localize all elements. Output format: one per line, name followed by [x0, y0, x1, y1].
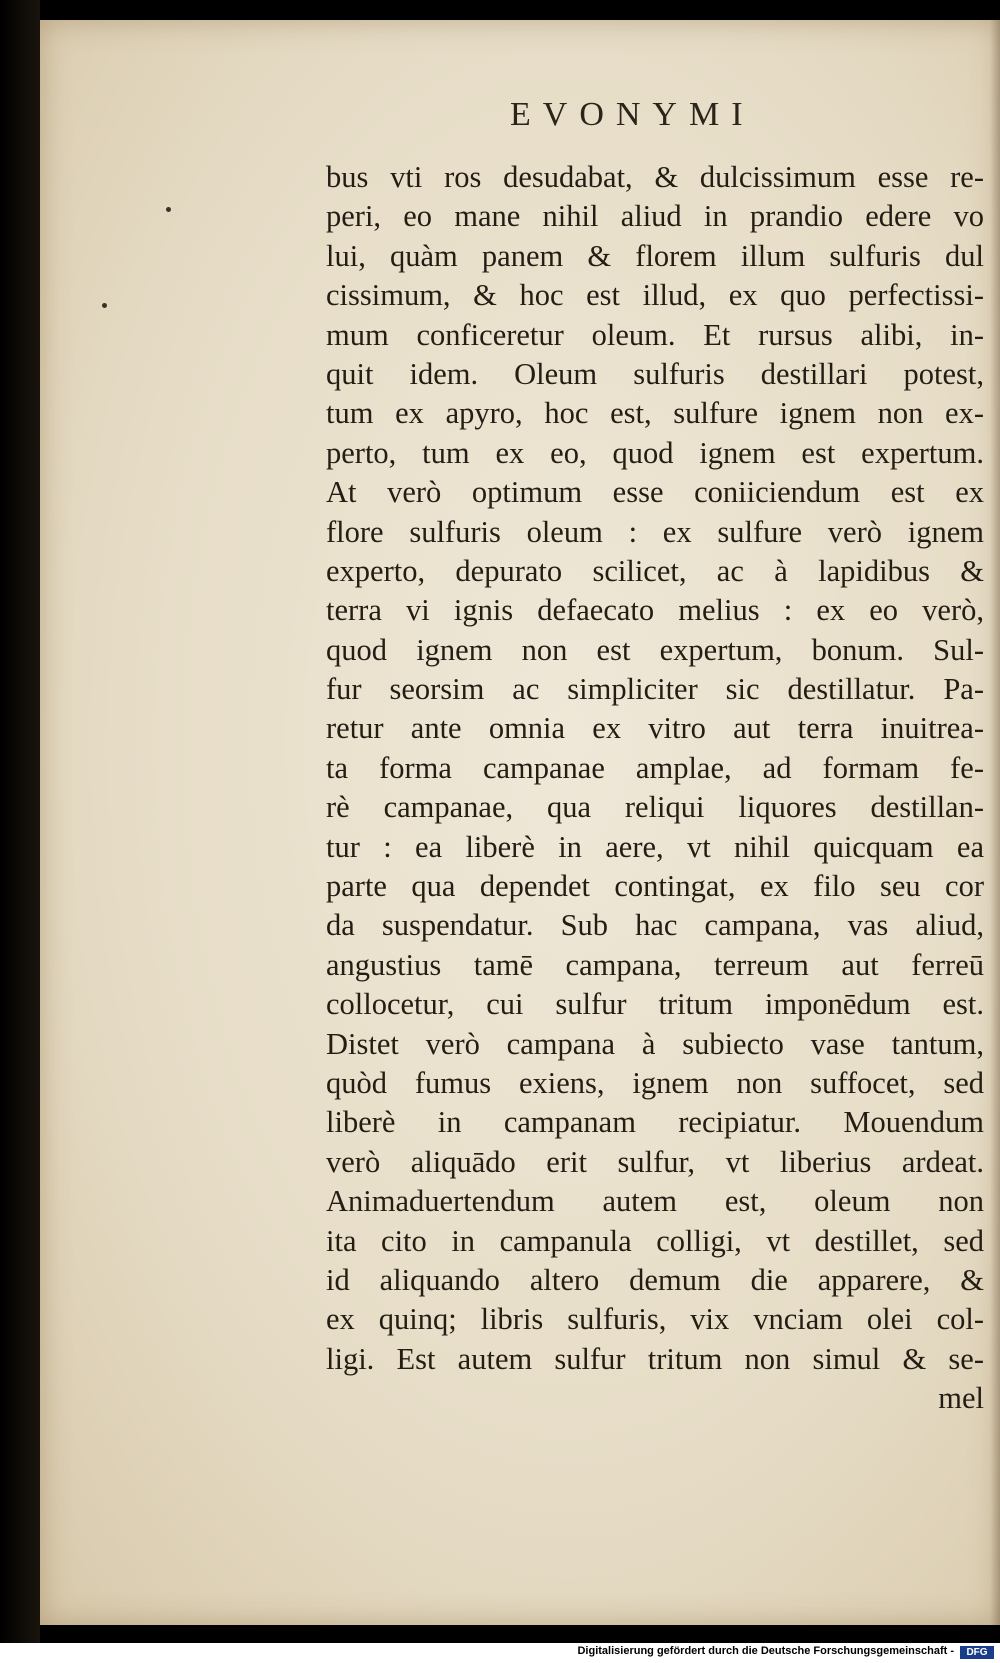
text-line: cissimum, & hoc est illud, ex quo perfectissi- [326, 278, 984, 313]
page-edge-shading [990, 20, 1000, 1625]
digitization-footer [0, 1643, 1000, 1663]
book-page [40, 20, 1000, 1625]
text-line: quòd fumus exiens, ignem non suffocet, sed [326, 1065, 984, 1100]
text-line: id aliquando altero demum die apparere, & [326, 1262, 984, 1297]
text-line: verò aliquādo erit sulfur, vt liberius ardeat. [326, 1144, 984, 1179]
footer-credit: Digitalisierung gefördert durch die Deutsche Forschungsgemeinschaft - [577, 1645, 954, 1657]
text-line: parte qua dependet contingat, ex filo seu cor [326, 869, 984, 904]
text-line: tum ex apyro, hoc est, sulfure ignem non ex- [326, 396, 984, 431]
text-line: ita cito in campanula colligi, vt destillet, sed [326, 1223, 984, 1258]
catchword: mel [938, 1381, 984, 1416]
text-line: lui, quàm panem & florem illum sulfuris dul [326, 238, 984, 273]
ink-speck [166, 207, 171, 212]
text-line: peri, eo mane nihil aliud in prandio edere vo [326, 199, 984, 234]
text-line: flore sulfuris oleum : ex sulfure verò ignem [326, 514, 984, 549]
text-line: quit idem. Oleum sulfuris destillari potest, [326, 356, 984, 391]
text-line: ligi. Est autem sulfur tritum non simul & se- [326, 1341, 984, 1376]
text-line: bus vti ros desudabat, & dulcissimum esse re- [326, 160, 984, 194]
text-line: mum conficeretur oleum. Et rursus alibi, in- [326, 317, 984, 352]
text-line: collocetur, cui sulfur tritum imponēdum est. [326, 987, 984, 1022]
text-line: quod ignem non est expertum, bonum. Sul- [326, 632, 984, 667]
text-line: rè campanae, qua reliqui liquores destillan- [326, 790, 984, 825]
text-line: perto, tum ex eo, quod ignem est expertum. [326, 435, 984, 470]
text-line: retur ante omnia ex vitro aut terra inuitrea- [326, 711, 984, 746]
text-line: At verò optimum esse coniiciendum est ex [326, 475, 984, 510]
text-line: ta forma campanae amplae, ad formam fe- [326, 750, 984, 785]
text-line: experto, depurato scilicet, ac à lapidibus & [326, 553, 984, 588]
text-line: Animaduertendum autem est, oleum non [326, 1184, 984, 1219]
ink-speck [102, 303, 107, 308]
text-line: tur : ea liberè in aere, vt nihil quicquam ea [326, 829, 984, 864]
text-line: angustius tamē campana, terreum aut ferreū [326, 947, 984, 982]
dfg-logo: DFG [960, 1646, 994, 1659]
text-line: terra vi ignis defaecato melius : ex eo verò, [326, 593, 984, 628]
text-line: ex quinq; libris sulfuris, vix vnciam olei col- [326, 1302, 984, 1337]
scan-left-shadow [0, 0, 40, 1663]
text-line: da suspendatur. Sub hac campana, vas aliud, [326, 908, 984, 943]
text-line: Distet verò campana à subiecto vase tantum, [326, 1026, 984, 1061]
text-line: fur seorsim ac simpliciter sic destillatur. Pa- [326, 672, 984, 707]
running-head: EVONYMI [510, 96, 755, 133]
text-line: liberè in campanam recipiatur. Mouendum [326, 1105, 984, 1140]
body-text [326, 158, 984, 1419]
